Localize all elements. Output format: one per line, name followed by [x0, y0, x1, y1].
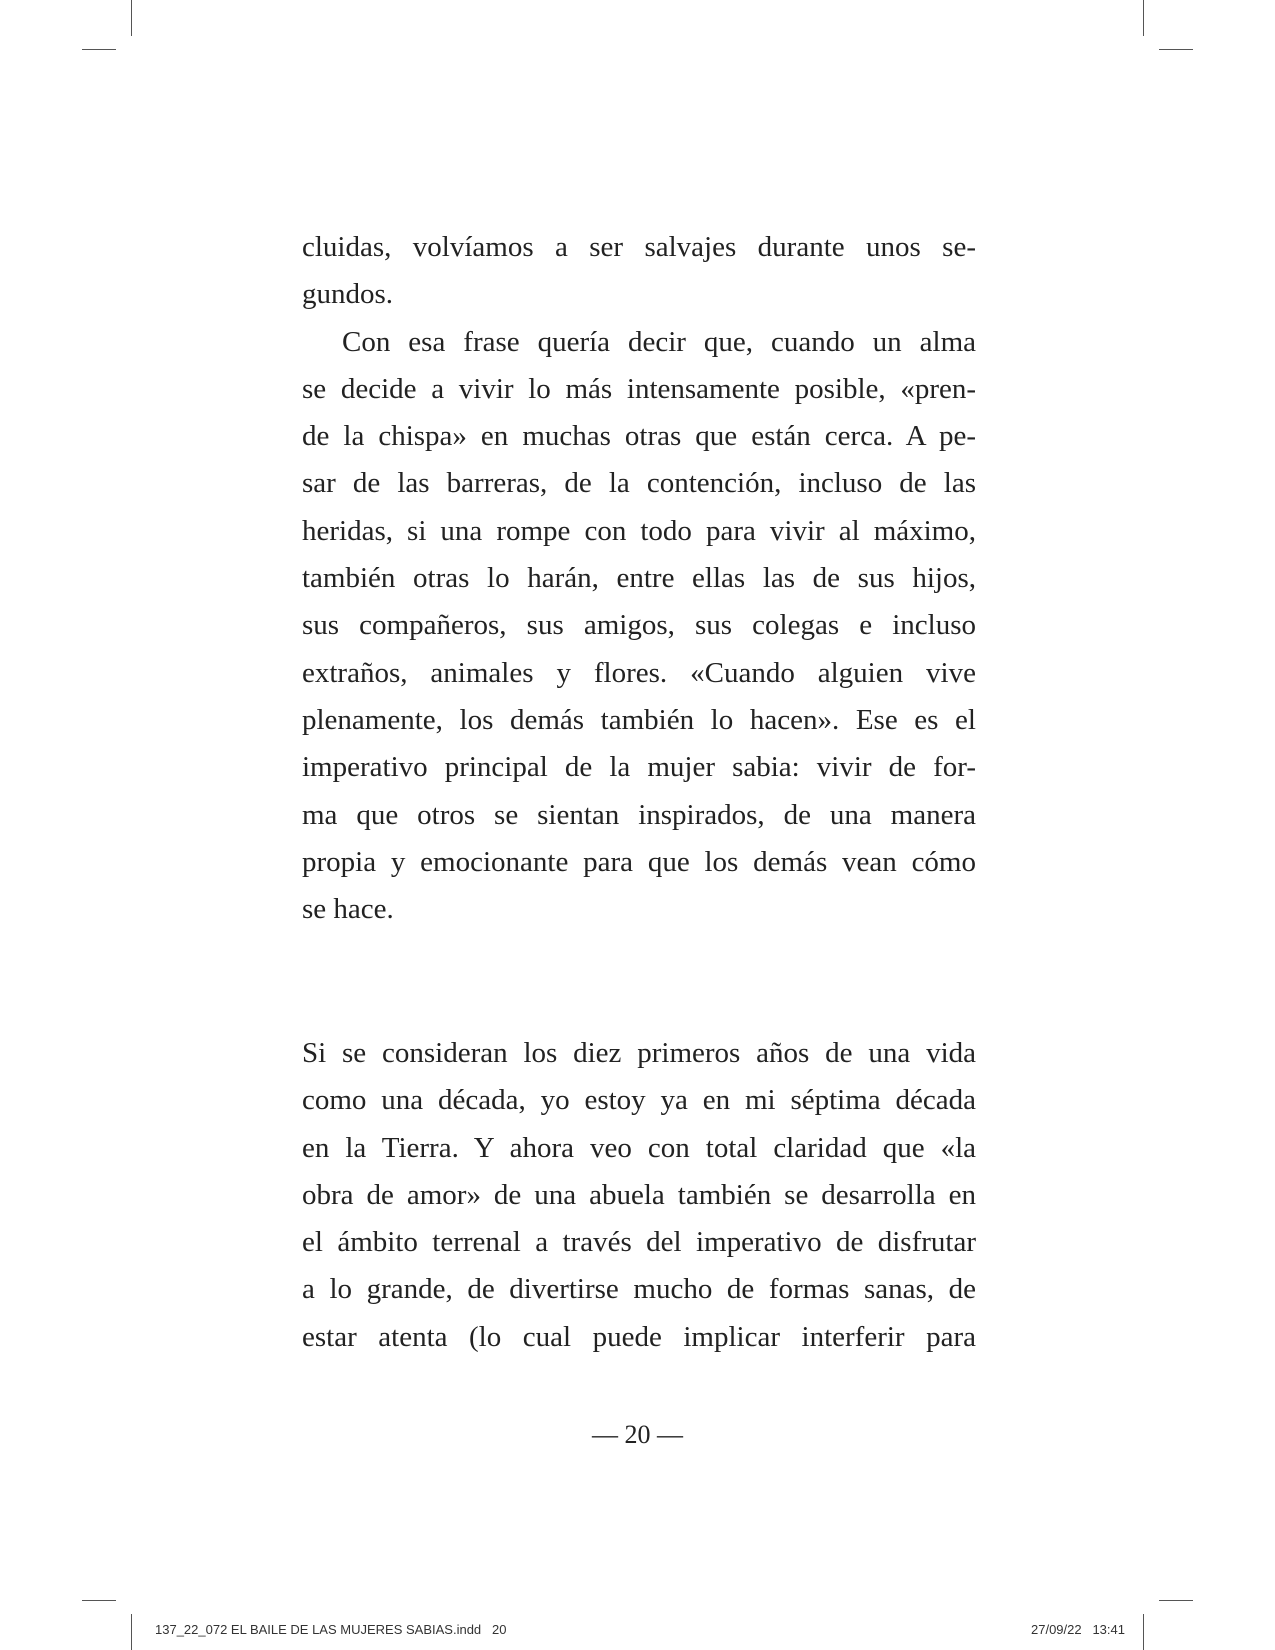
text-line: propia y emocionante para que los demás vean cómo — [302, 845, 976, 878]
text-line: también otras lo harán, entre ellas las de sus hijos, — [302, 562, 976, 595]
text-line: como una década, yo estoy ya en mi séptima década — [302, 1084, 976, 1117]
page-number: — 20 — — [592, 1420, 683, 1449]
crop-mark — [1159, 49, 1193, 50]
crop-mark — [131, 1614, 132, 1650]
text-line: extraños, animales y flores. «Cuando alguien vive — [302, 656, 976, 689]
crop-mark — [82, 1600, 116, 1601]
crop-mark — [82, 49, 116, 50]
crop-mark — [1159, 1600, 1193, 1601]
text-line: se decide a vivir lo más intensamente posible, «pren- — [302, 372, 976, 405]
body-text-section-2 — [302, 1030, 976, 1361]
text-line: sus compañeros, sus amigos, sus colegas e incluso — [302, 609, 976, 642]
slug-filename: 137_22_072 EL BAILE DE LAS MUJERES SABIAS.indd 20 — [155, 1622, 507, 1637]
text-line: Si se consideran los diez primeros años de una vida — [302, 1037, 976, 1069]
text-line: imperativo principal de la mujer sabia: vivir de for- — [302, 751, 976, 784]
body-text-section-1 — [302, 224, 976, 933]
text-line: obra de amor» de una abuela también se desarrolla en — [302, 1178, 976, 1211]
crop-mark — [1143, 1614, 1144, 1650]
text-line: cluidas, volvíamos a ser salvajes durante unos se- — [302, 231, 976, 263]
crop-mark — [1143, 0, 1144, 36]
text-line: sar de las barreras, de la contención, incluso de las — [302, 467, 976, 500]
crop-mark — [131, 0, 132, 36]
text-line: gundos. — [302, 278, 394, 311]
text-line: heridas, si una rompe con todo para vivir al máximo, — [302, 514, 976, 547]
text-line: ma que otros se sientan inspirados, de una manera — [302, 798, 976, 831]
text-line: a lo grande, de divertirse mucho de formas sanas, de — [302, 1273, 976, 1306]
text-line: el ámbito terrenal a través del imperativo de disfrutar — [302, 1226, 976, 1259]
text-line: plenamente, los demás también lo hacen». Ese es el — [302, 703, 976, 736]
slug-datetime: 27/09/22 13:41 — [1031, 1622, 1125, 1637]
text-line: en la Tierra. Y ahora veo con total claridad que «la — [302, 1131, 976, 1164]
text-line: de la chispa» en muchas otras que están cerca. A pe- — [302, 420, 976, 453]
text-line: estar atenta (lo cual puede implicar interferir para — [302, 1320, 976, 1353]
text-line: se hace. — [302, 893, 394, 926]
text-line: Con esa frase quería decir que, cuando un alma — [342, 325, 976, 358]
